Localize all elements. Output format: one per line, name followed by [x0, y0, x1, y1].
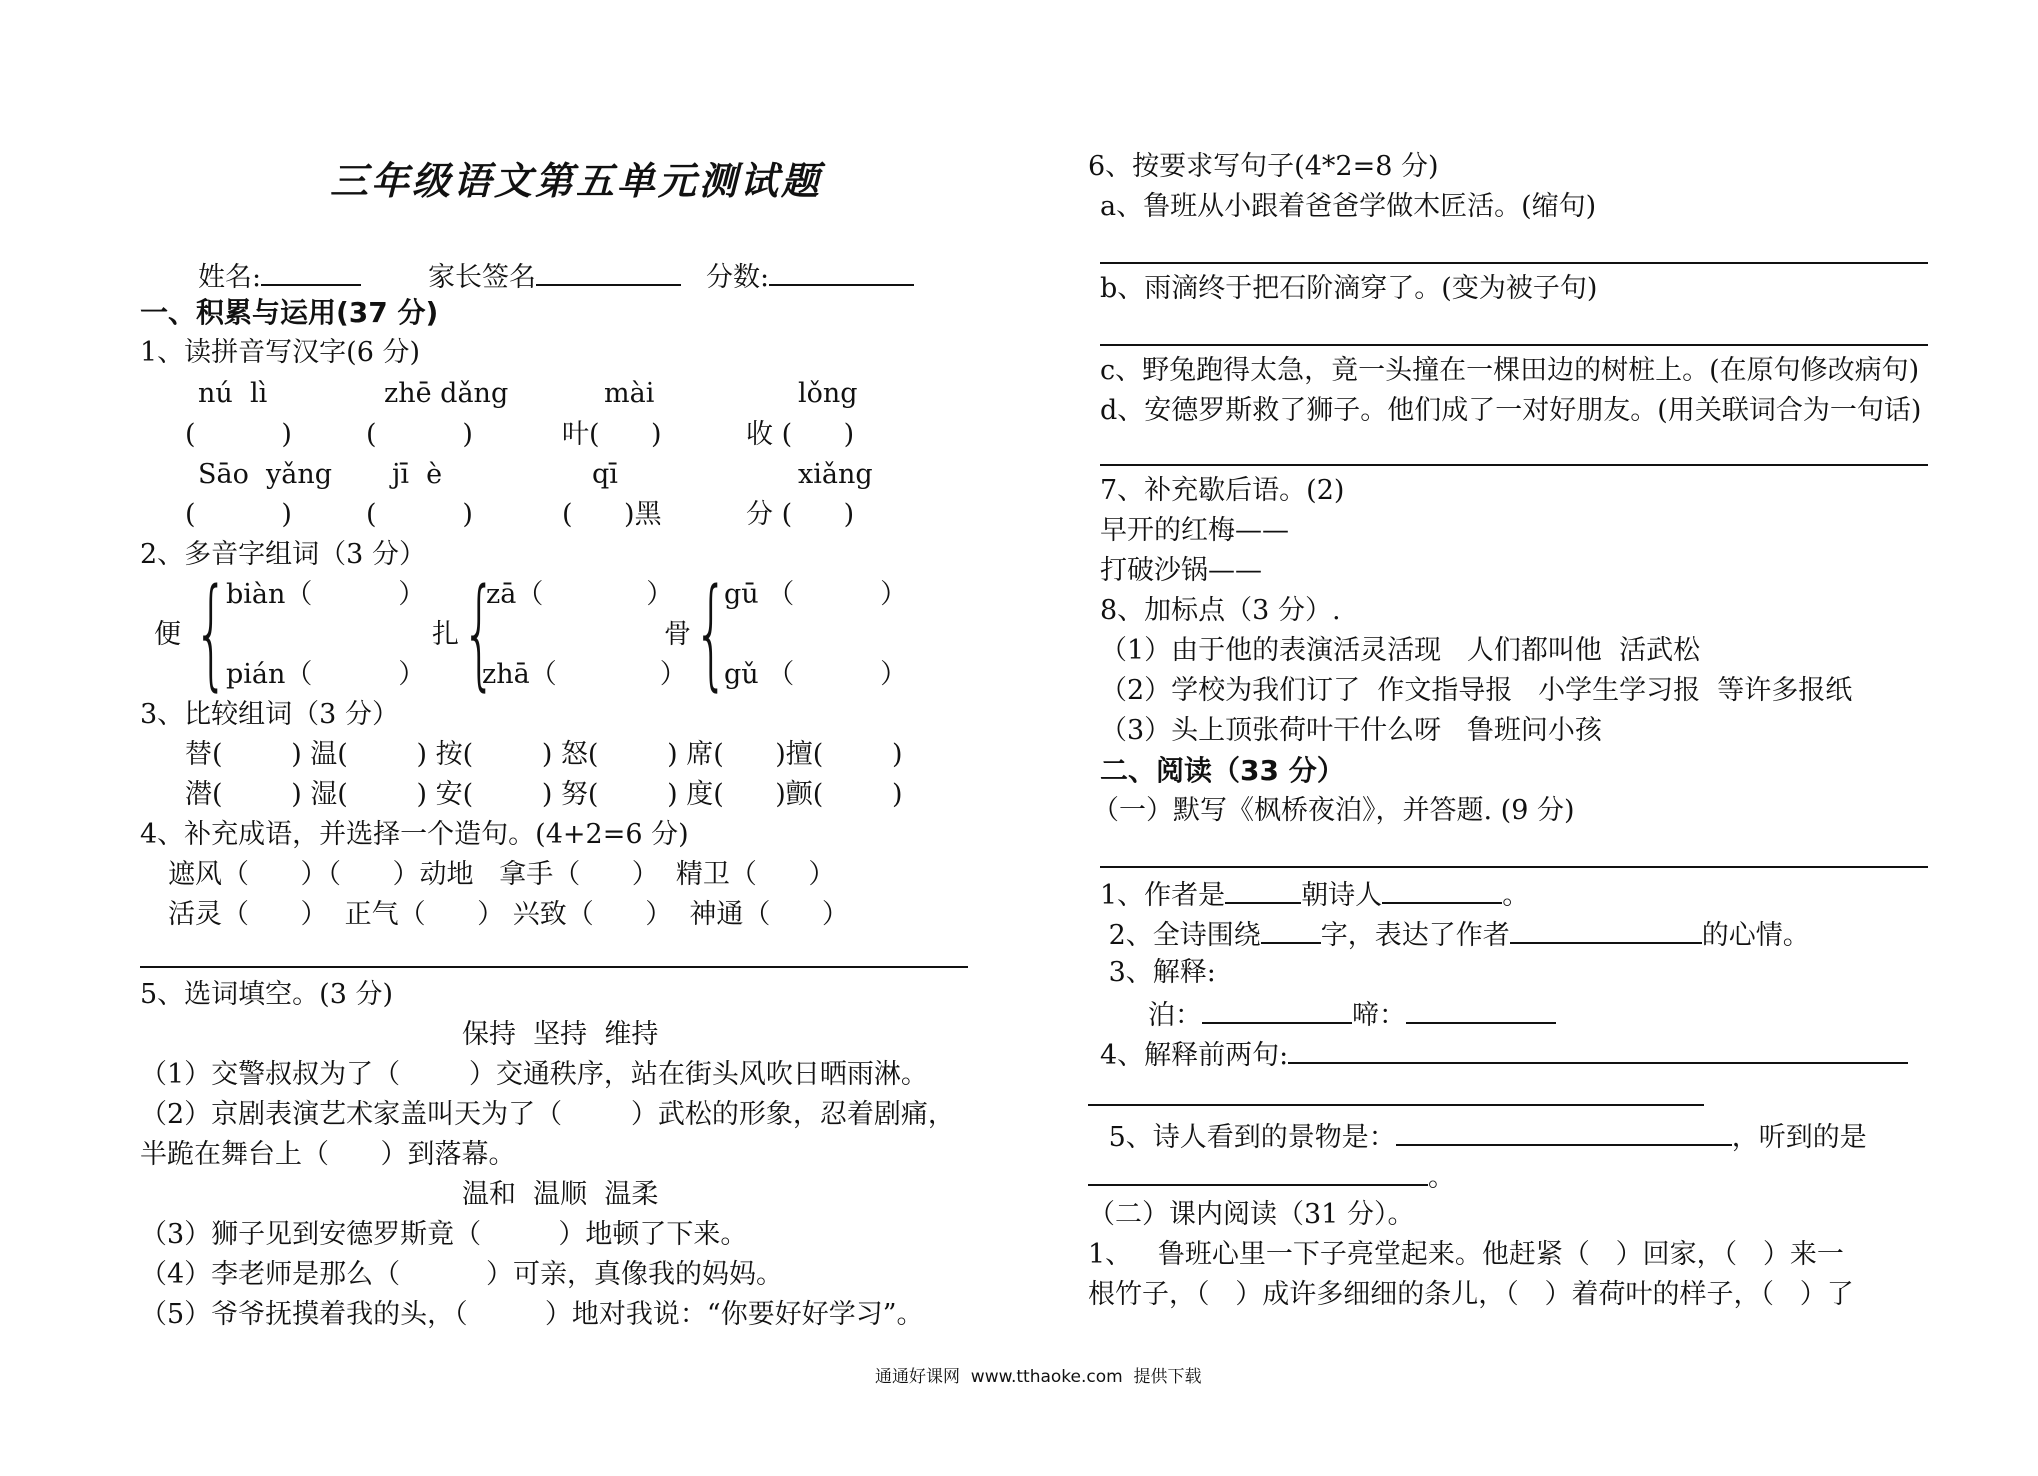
q3-row: 潜( ) 湿( ) 安( ) 努( ) 度( )颤( ): [185, 779, 903, 810]
reading-1-q5: 5、诗人看到的景物是： ，听到的是: [1100, 1118, 1867, 1155]
q1-answer: ( ): [366, 499, 473, 530]
polyphone-reading: gǔ （ ）: [724, 659, 908, 690]
answer-line: [140, 966, 968, 968]
q4-row: 遮风（ ）（ ）动地 拿手（ ） 精卫（ ）: [168, 859, 836, 890]
q1-answer: 叶( ): [562, 419, 662, 450]
q7-item: 早开的红梅——: [1100, 515, 1289, 546]
answer-line: [1100, 344, 1928, 346]
reading-1-q4: 4、解释前两句:: [1100, 1036, 1908, 1073]
q6-item: c、野兔跑得太急，竟一头撞在一棵田边的树桩上。(在原句修改病句): [1100, 355, 1920, 386]
q8-title: 8、加标点（3 分）.: [1100, 595, 1341, 626]
answer-line: [1100, 866, 1928, 868]
reading-1-title: （一）默写《枫桥夜泊》，并答题. (9 分): [1092, 795, 1575, 826]
answer-line: [1100, 464, 1928, 466]
q5-sentence: 半跪在舞台上（ ）到落幕。: [140, 1139, 516, 1170]
q6-item: d、安德罗斯救了狮子。他们成了一对好朋友。(用关联词合为一句话): [1100, 395, 1922, 426]
polyphone-char: 扎: [432, 619, 459, 650]
polyphone-char: 骨: [664, 619, 691, 650]
q5-sentence: （5）爷爷抚摸着我的头，（ ）地对我说：“你要好好学习”。: [140, 1299, 924, 1330]
q1-title: 1、读拼音写汉字(6 分): [140, 337, 421, 368]
reading-2-passage: 1、 鲁班心里一下子亮堂起来。他赶紧（ ）回家，（ ）来一: [1088, 1239, 1844, 1270]
q7-title: 7、补充歇后语。(2): [1100, 475, 1345, 506]
parent-signature-label: 家长签名: [428, 258, 681, 295]
q5-word-choices: 温和 温顺 温柔: [462, 1179, 659, 1210]
reading-1-q3: 3、解释:: [1100, 957, 1216, 988]
page-title: 三年级语文第五单元测试题: [330, 158, 823, 203]
brace-icon: {: [462, 564, 497, 703]
name-label: 姓名:: [198, 258, 361, 295]
polyphone-char: 便: [154, 619, 181, 650]
section-2-heading: 二、阅读（33 分）: [1100, 754, 1345, 787]
q1-answer: ( ): [185, 419, 292, 450]
q1-answer: ( )黑: [562, 499, 662, 530]
q6-item: a、鲁班从小跟着爸爸学做木匠活。(缩句): [1100, 191, 1597, 222]
q1-pinyin: Sāo yǎng: [198, 459, 333, 490]
q1-pinyin: qī: [592, 459, 618, 490]
q6-title: 6、按要求写句子(4*2=8 分): [1088, 151, 1439, 182]
q1-answer: ( ): [185, 499, 292, 530]
q8-item: （3）头上顶张荷叶干什么呀 鲁班问小孩: [1100, 715, 1602, 746]
footer-credit: 通通好课网 www.tthaoke.com 提供下载: [875, 1367, 1202, 1387]
q1-pinyin: mài: [604, 378, 655, 409]
q5-title: 5、选词填空。(3 分): [140, 979, 394, 1010]
polyphone-reading: gū （ ）: [724, 579, 908, 610]
polyphone-reading: zhā（ ）: [482, 659, 687, 690]
q5-word-choices: 保持 坚持 维持: [462, 1019, 659, 1050]
reading-2-passage: 根竹子，（ ）成许多细细的条儿，（ ）着荷叶的样子，（ ）了: [1088, 1279, 1854, 1310]
q1-pinyin: lǒng: [798, 378, 858, 409]
q8-item: （2）学校为我们订了 作文指导报 小学生学习报 等许多报纸: [1100, 675, 1853, 706]
brace-icon: {: [694, 564, 729, 703]
reading-1-q5-end: 。: [1088, 1158, 1455, 1195]
polyphone-reading: zā（ ）: [486, 579, 674, 610]
reading-2-title: （二）课内阅读（31 分）。: [1088, 1199, 1415, 1230]
reading-1-q3-items: 泊： 啼：: [1148, 996, 1556, 1033]
score-label: 分数:: [706, 258, 914, 295]
section-1-heading: 一、积累与运用(37 分): [140, 296, 439, 329]
q4-title: 4、补充成语，并选择一个造句。(4+2=6 分): [140, 819, 689, 850]
reading-1-q1: 1、作者是 朝诗人 。: [1100, 876, 1529, 913]
q8-item: （1）由于他的表演活灵活现 人们都叫他 活武松: [1100, 635, 1701, 666]
q1-answer: 分 ( ): [746, 499, 855, 530]
reading-1-q2: 2、全诗围绕 字，表达了作者 的心情。: [1100, 916, 1810, 953]
q5-sentence: （1）交警叔叔为了（ ）交通秩序，站在街头风吹日晒雨淋。: [140, 1059, 928, 1090]
answer-line: [1088, 1104, 1704, 1106]
answer-line: [1100, 262, 1928, 264]
q1-pinyin: jī è: [392, 459, 443, 490]
q1-pinyin: xiǎng: [798, 459, 873, 490]
q4-row: 活灵（ ） 正气（ ） 兴致（ ） 神通（ ）: [168, 899, 849, 930]
q5-sentence: （3）狮子见到安德罗斯竟（ ）地顿了下来。: [140, 1219, 748, 1250]
brace-icon: {: [194, 564, 229, 703]
polyphone-reading: biàn（ ）: [226, 579, 426, 610]
polyphone-reading: pián（ ）: [226, 659, 426, 690]
q1-pinyin: zhē dǎng: [384, 378, 509, 409]
q3-row: 替( ) 温( ) 按( ) 怒( ) 席( )擅( ): [185, 739, 903, 770]
q1-answer: ( ): [366, 419, 473, 450]
q2-title: 2、多音字组词（3 分）: [140, 539, 426, 570]
q7-item: 打破沙锅——: [1100, 555, 1262, 586]
q3-title: 3、比较组词（3 分）: [140, 699, 399, 730]
q5-sentence: （2）京剧表演艺术家盖叫天为了（ ）武松的形象，忍着剧痛，: [140, 1099, 955, 1130]
q5-sentence: （4）李老师是那么（ ）可亲，真像我的妈妈。: [140, 1259, 784, 1290]
q1-answer: 收 ( ): [746, 419, 855, 450]
q1-pinyin: nú lì: [198, 378, 268, 409]
q6-item: b、雨滴终于把石阶滴穿了。(变为被子句): [1100, 273, 1598, 304]
